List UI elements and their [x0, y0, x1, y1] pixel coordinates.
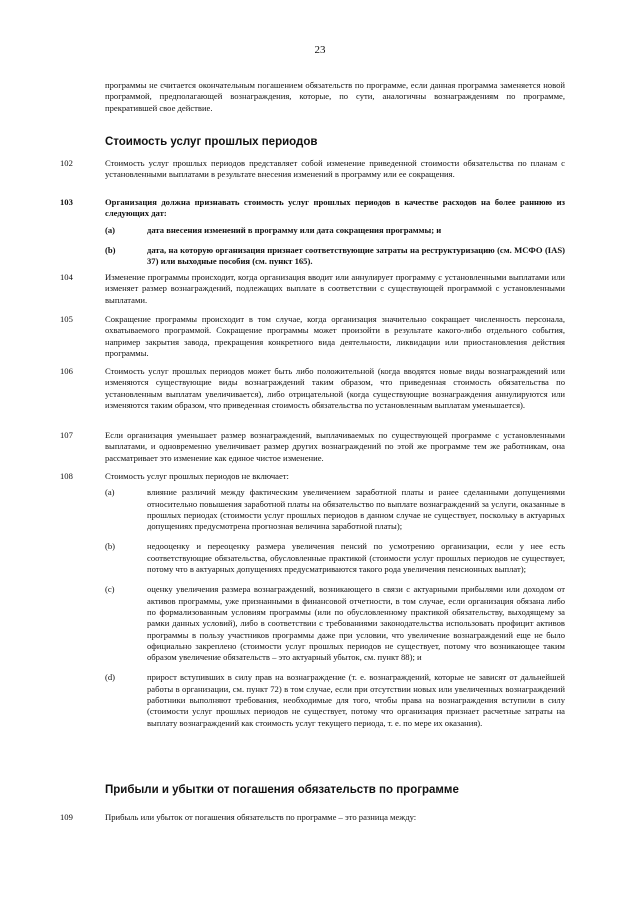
paragraph-text: Стоимость услуг прошлых периодов представляет собой изменение приведенной стоимости обязательства по планам с установленными выплатами в результате внесения изменений в программу или ее сокращения.	[105, 158, 565, 180]
page-number: 23	[314, 44, 326, 56]
paragraph-number: 105	[60, 314, 73, 324]
paragraph-number: 109	[60, 812, 73, 822]
paragraph-text: Прибыль или убыток от погашения обязательств по программе – это разница между:	[105, 812, 417, 822]
paragraph-number: 102	[60, 158, 73, 168]
paragraph-number: 108	[60, 471, 73, 481]
list-item-text: дата внесения изменений в программу или дата сокращения программы; и	[147, 224, 442, 235]
list-item-text: оценку увеличения размера вознаграждений, возникающего в связи с актуарными прибылями или доходом от активов программы, уже признанными в финансовой отчетности, в том случае, если организация обязана либо по формализованным условиям программы (или по обусловленному практикой обязательству, выходящему за рамки данных условий), либо в соответствии с требованиями законодательства использовать профицит активов программы в пользу участников программы даже при условии, что увеличение вознаграждений еще не было официально закреплено (стоимости услуг прошлых периодов не существует, потому что возникающее таким образом увеличение обязательств – это актуарный убыток, см. пункт 88); и	[147, 584, 565, 663]
list-item-text: прирост вступивших в силу прав на вознаграждение (т. е. вознаграждений, которые не зависят от дальнейшей работы в организации, см. пункт 72) в том случае, если при отсутствии новых или увеличенных вознаграждений работники выполняют требования, необходимые для того, чтобы права на вознаграждения вступили в силу (стоимости услуг прошлых периодов не существует, потому что организация признает расчетные затраты на выплату вознаграждений как стоимость услуг текущего периода, т. е. по мере их оказания).	[147, 672, 565, 728]
list-item-letter: (b)	[105, 244, 116, 255]
paragraph-104	[60, 272, 565, 306]
list-item-letter: (a)	[105, 224, 116, 235]
list-item-letter: (c)	[105, 584, 115, 595]
paragraph-number: 103	[60, 197, 73, 207]
paragraph-103	[60, 197, 565, 267]
paragraph-106	[60, 366, 565, 411]
section-heading-past-service-cost: Стоимость услуг прошлых периодов	[105, 136, 318, 148]
paragraph-107	[60, 430, 565, 464]
intro-continuation-text: программы не считается окончательным погашением обязательств по программе, если данная программа заменяется новой программой, предполагающей вознаграждения, которые, по сути, аналогичны вознаграждениям по программе, прекратившей свое действие.	[105, 80, 565, 113]
list-item-letter: (b)	[105, 541, 116, 552]
paragraph-number: 106	[60, 366, 73, 376]
list-item	[105, 487, 565, 532]
section-heading-settlement-gains-losses: Прибыли и убытки от погашения обязательств по программе	[105, 784, 459, 796]
paragraph-text: Организация должна признавать стоимость услуг прошлых периодов в качестве расходов на более раннюю из следующих дат:	[105, 197, 565, 219]
list-item	[105, 541, 565, 575]
list-item-text: недооценку и переоценку размера увеличения пенсий по усмотрению организации, если у нее есть соответствующие обязательства, обусловленные практикой (стоимости услуг прошлых периодов не существует, потому что в актуарных допущениях предусматриваются такого рода увеличения пенсионных выплат);	[147, 541, 565, 575]
paragraph-102	[60, 158, 565, 181]
list-item-text: влияние различий между фактическим увеличением заработной платы и ранее сделанными допущениями относительно повышения заработной платы на обязательство по выплате вознаграждений за услуги, оказанные в прошлых периодах (стоимости услуг прошлых периодов в данном случае не существует, поскольку в актуарных допущениях предусмотрена прогнозная величина заработной платы);	[147, 487, 565, 532]
paragraph-text: Стоимость услуг прошлых периодов может быть либо положительной (когда вводятся новые виды вознаграждений или изменяются существующие виды вознаграждений таким образом, что приведенная стоимость обязательства по установленным выплатам увеличивается), либо отрицательной (когда существующие вознаграждения аннулируются или изменяются таким образом, что приведенная стоимость обязательства по установленным выплатам уменьшается).	[105, 366, 565, 410]
paragraph-number: 107	[60, 430, 73, 440]
list-item	[105, 584, 565, 663]
paragraph-105	[60, 314, 565, 359]
paragraph-text: Стоимость услуг прошлых периодов не включает:	[105, 471, 289, 481]
list-item-letter: (a)	[105, 487, 115, 498]
list-item	[105, 245, 565, 268]
paragraph-text: Сокращение программы происходит в том случае, когда организация значительно сокращает численность персонала, охватываемого программой. Сокращение программы может произойти в результате какого-либо отдельного события, например закрытия завода, прекращения конкретного вида деятельности, ликвидации или приостановления действия программы.	[105, 314, 565, 358]
paragraph-108	[60, 471, 565, 729]
paragraph-number: 104	[60, 272, 73, 282]
list-item-letter: (d)	[105, 672, 116, 683]
paragraph-109	[60, 812, 565, 823]
list-item	[105, 672, 565, 728]
paragraph-text: Если организация уменьшает размер вознаграждений, выплачиваемых по существующей программе с установленными выплатами, и одновременно увеличивает размер других вознаграждений по этой же программе тем же работникам, она рассматривает это изменение как единое чистое изменение.	[105, 430, 565, 463]
list-item	[105, 225, 565, 236]
paragraph-text: Изменение программы происходит, когда организация вводит или аннулирует программу с установленными выплатами или изменяет размер вознаграждений, подлежащих выплате в соответствии с существующей программой с установленными выплатами.	[105, 272, 565, 305]
list-item-text: дата, на которую организация признает соответствующие затраты на реструктуризацию (см. МСФО (IAS) 37) или выходные пособия (см. пункт 165).	[147, 244, 565, 267]
